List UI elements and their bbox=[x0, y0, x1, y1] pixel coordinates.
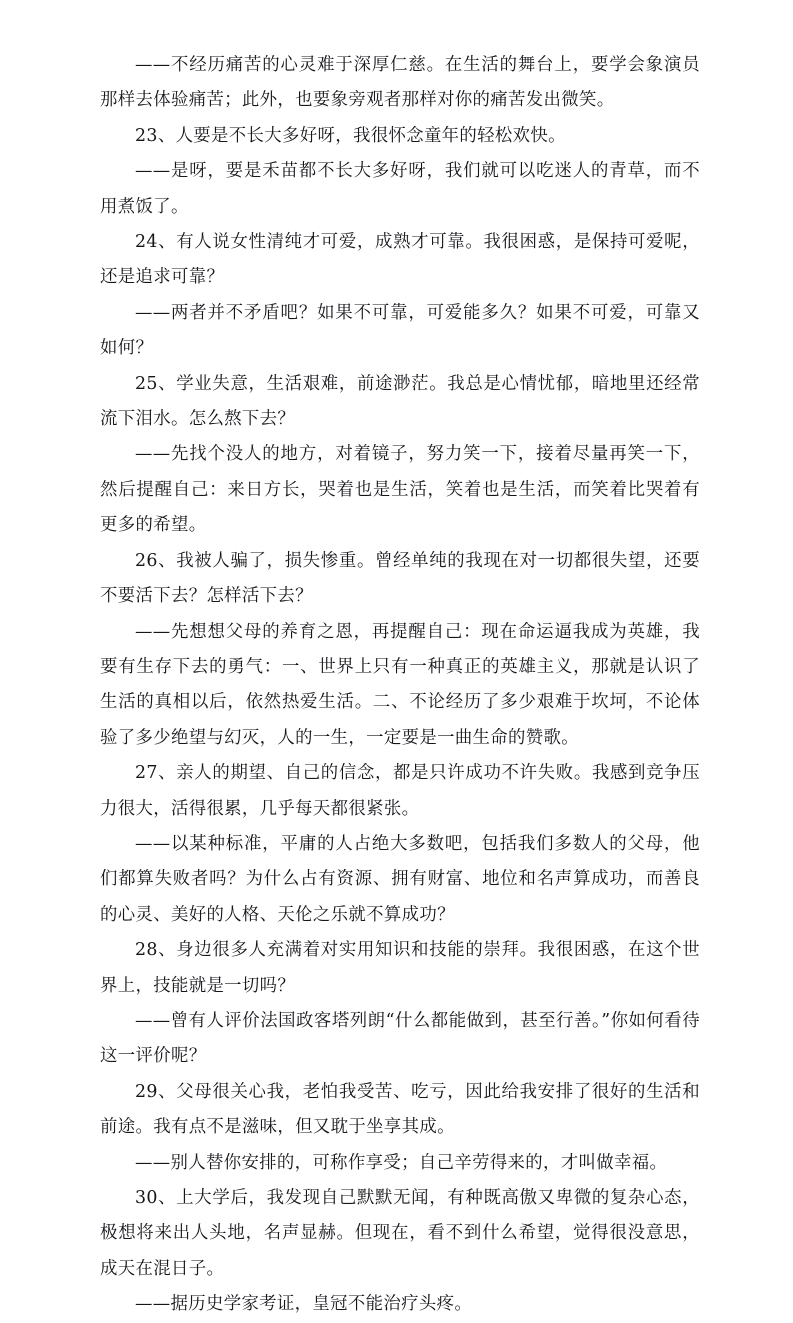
document-body bbox=[100, 48, 700, 1323]
question-paragraph: 26、我被人骗了，损失惨重。曾经单纯的我现在对一切都很失望，还要不要活下去？怎样活下去？ bbox=[100, 550, 700, 607]
answer-paragraph: ——两者并不矛盾吧？如果不可靠，可爱能多久？如果不可爱，可靠又如何？ bbox=[100, 302, 700, 359]
question-paragraph: 30、上大学后，我发现自己默默无闻，有种既高傲又卑微的复杂心态，极想将来出人头地，名声显赫。但现在，看不到什么希望，觉得很没意思，成天在混日子。 bbox=[100, 1188, 700, 1279]
question-paragraph: 29、父母很关心我，老怕我受苦、吃亏，因此给我安排了很好的生活和前途。我有点不是滋味，但又耽于坐享其成。 bbox=[100, 1081, 700, 1138]
answer-paragraph: ——以某种标准，平庸的人占绝大多数吧，包括我们多数人的父母，他们都算失败者吗？为什么占有资源、拥有财富、地位和名声算成功，而善良的心灵、美好的人格、天伦之乐就不算成功？ bbox=[100, 833, 700, 925]
answer-paragraph: ——曾有人评价法国政客塔列朗“什么都能做到，甚至行善。”你如何看待这一评价呢？ bbox=[100, 1010, 700, 1067]
answer-paragraph: ——先想想父母的养育之恩，再提醒自己：现在命运逼我成为英雄，我要有生存下去的勇气：一、世界上只有一种真正的英雄主义，那就是认识了生活的真相以后，依然热爱生活。二、不论经历了多少艰难于坎坷，不论体验了多少绝望与幻灭，人的一生，一定要是一曲生命的赞歌。 bbox=[100, 621, 700, 748]
question-paragraph: 28、身边很多人充满着对实用知识和技能的崇拜。我很困惑，在这个世界上，技能就是一切吗？ bbox=[100, 940, 700, 996]
question-paragraph: 23、人要是不长大多好呀，我很怀念童年的轻松欢快。 bbox=[135, 125, 566, 146]
question-paragraph: 27、亲人的期望、自己的信念，都是只许成功不许失败。我感到竞争压力很大，活得很累，几乎每天都很紧张。 bbox=[100, 763, 700, 819]
answer-paragraph: ——不经历痛苦的心灵难于深厚仁慈。在生活的舞台上，要学会象演员那样去体验痛苦；此外，也要象旁观者那样对你的痛苦发出微笑。 bbox=[100, 55, 700, 111]
question-paragraph: 25、学业失意，生活艰难，前途渺茫。我总是心情忧郁，暗地里还经常流下泪水。怎么熬下去？ bbox=[100, 373, 700, 430]
answer-paragraph: ——别人替你安排的，可称作享受；自己辛劳得来的，才叫做幸福。 bbox=[135, 1152, 668, 1173]
answer-paragraph: ——是呀，要是禾苗都不长大多好呀，我们就可以吃迷人的青草，而不用煮饭了。 bbox=[100, 161, 700, 217]
answer-paragraph: ——先找个没人的地方，对着镜子，努力笑一下，接着尽量再笑一下，然后提醒自己：来日方长，哭着也是生活，笑着也是生活，而笑着比哭着有更多的希望。 bbox=[100, 444, 700, 536]
question-paragraph: 24、有人说女性清纯才可爱，成熟才可靠。我很困惑，是保持可爱呢，还是追求可靠？ bbox=[100, 232, 700, 288]
answer-paragraph: ——据历史学家考证，皇冠不能治疗头疼。 bbox=[135, 1294, 473, 1315]
